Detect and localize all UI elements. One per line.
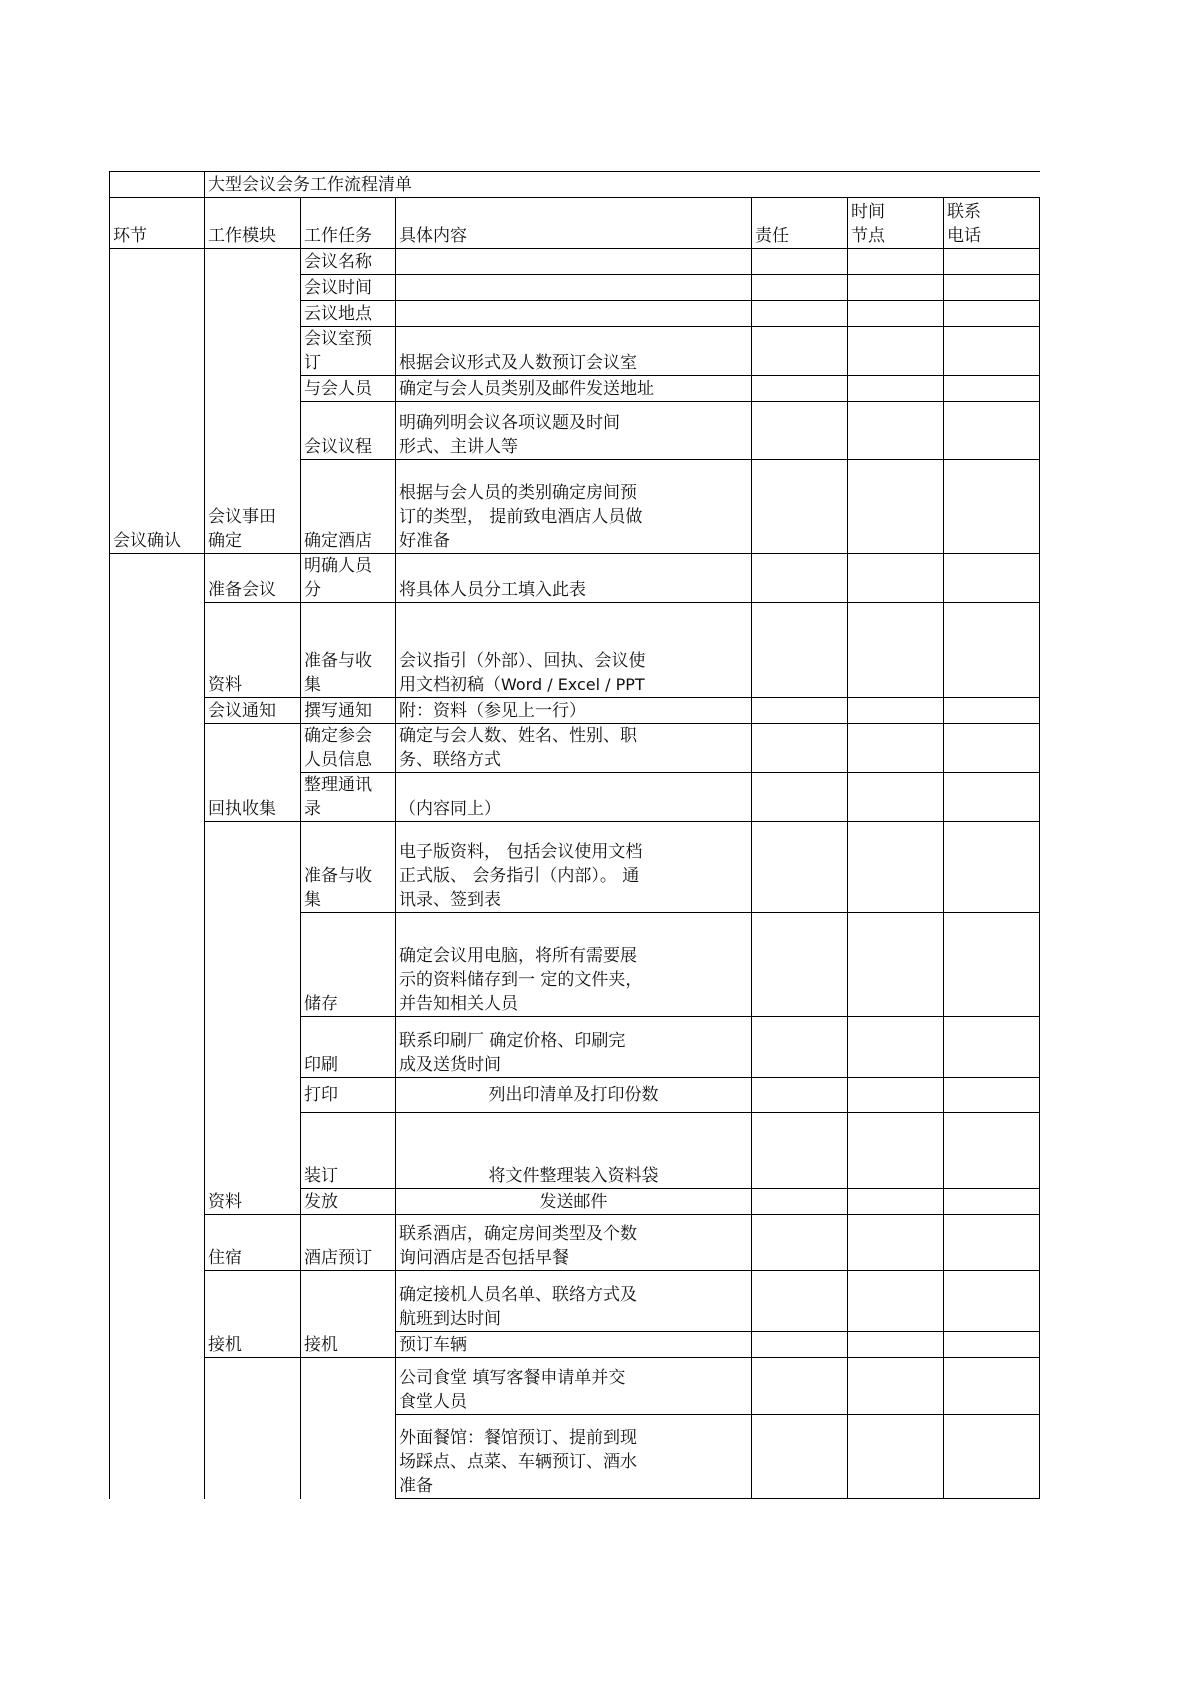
- module-cell: 接机: [205, 1271, 301, 1358]
- table-row: [110, 249, 1040, 275]
- task-cell: 会议议程: [301, 402, 396, 460]
- header-task: 工作任务: [301, 198, 396, 249]
- content-file-types: Word / Excel / PPT: [501, 675, 645, 694]
- time-cell: [848, 1113, 944, 1189]
- owner-cell: [752, 249, 848, 275]
- header-phone: 联系 电话: [944, 198, 1040, 249]
- table-row: [110, 554, 1040, 603]
- time-cell: [848, 402, 944, 460]
- task-cell: 确定酒店: [301, 460, 396, 554]
- time-cell: [848, 724, 944, 773]
- phone-cell: [944, 301, 1040, 327]
- blank-cell: [110, 172, 205, 198]
- table-row: [110, 822, 1040, 913]
- phone-cell: [944, 554, 1040, 603]
- task-cell: 明确人员 分: [301, 554, 396, 603]
- phone-cell: [944, 1271, 1040, 1332]
- task-cell: 装订: [301, 1113, 396, 1189]
- module-cell: 住宿: [205, 1215, 301, 1271]
- task-cell: 确定参会 人员信息: [301, 724, 396, 773]
- phone-cell: [944, 913, 1040, 1017]
- task-cell: 整理通讯 录: [301, 773, 396, 822]
- phone-cell: [944, 773, 1040, 822]
- content-cell: [396, 249, 752, 275]
- phone-cell: [944, 1189, 1040, 1215]
- stage-cell-empty: [110, 554, 205, 1499]
- owner-cell: [752, 913, 848, 1017]
- content-cell: 根据会议形式及人数预订会议室: [396, 327, 752, 376]
- content-cell: 将具体人员分工填入此表: [396, 554, 752, 603]
- module-cell-empty: [205, 1358, 301, 1499]
- task-cell: 储存: [301, 913, 396, 1017]
- phone-cell: [944, 698, 1040, 724]
- task-cell: 发放: [301, 1189, 396, 1215]
- task-cell: 打印: [301, 1078, 396, 1113]
- time-cell: [848, 1415, 944, 1499]
- time-cell: [848, 773, 944, 822]
- owner-cell: [752, 327, 848, 376]
- header-module: 工作模块: [205, 198, 301, 249]
- content-cell: 预订车辆: [396, 1332, 752, 1358]
- phone-cell: [944, 724, 1040, 773]
- task-cell: 会议室预 订: [301, 327, 396, 376]
- module-cell: 会议事田 确定: [205, 249, 301, 554]
- owner-cell: [752, 1189, 848, 1215]
- owner-cell: [752, 1113, 848, 1189]
- module-cell: 资料: [205, 603, 301, 698]
- header-row: [110, 198, 1040, 249]
- time-cell: [848, 1358, 944, 1415]
- table-row: [110, 1215, 1040, 1271]
- phone-cell: [944, 1332, 1040, 1358]
- content-cell: 明确列明会议各项议题及时间 形式、主讲人等: [396, 402, 752, 460]
- task-cell: 会议名称: [301, 249, 396, 275]
- time-cell: [848, 376, 944, 402]
- phone-cell: [944, 603, 1040, 698]
- owner-cell: [752, 554, 848, 603]
- time-cell: [848, 1215, 944, 1271]
- content-cell: 联系印刷厂 确定价格、印刷完 成及送货时间: [396, 1017, 752, 1078]
- content-cell: 确定会议用电脑，将所有需要展 示的资料储存到一 定的文件夹， 并告知相关人员: [396, 913, 752, 1017]
- content-cell: 根据与会人员的类别确定房间预 订的类型， 提前致电酒店人员做 好准备: [396, 460, 752, 554]
- workflow-table: [109, 171, 1040, 1499]
- owner-cell: [752, 460, 848, 554]
- phone-cell: [944, 327, 1040, 376]
- stage-cell: 会议确认: [110, 249, 205, 554]
- content-cell: 列出印清单及打印份数: [396, 1078, 752, 1113]
- time-cell: [848, 249, 944, 275]
- content-cell: [396, 301, 752, 327]
- owner-cell: [752, 1215, 848, 1271]
- time-cell: [848, 913, 944, 1017]
- content-cell: 联系酒店，确定房间类型及个数 询问酒店是否包括早餐: [396, 1215, 752, 1271]
- phone-cell: [944, 1415, 1040, 1499]
- header-stage: 环节: [110, 198, 205, 249]
- content-cell: 电子版资料， 包括会议使用文档 正式版、 会务指引（内部）。 通 讯录、签到表: [396, 822, 752, 913]
- task-cell: 会议时间: [301, 275, 396, 301]
- content-cell: 发送邮件: [396, 1189, 752, 1215]
- time-cell: [848, 327, 944, 376]
- owner-cell: [752, 1415, 848, 1499]
- owner-cell: [752, 1017, 848, 1078]
- content-cell: [396, 603, 752, 698]
- phone-cell: [944, 1113, 1040, 1189]
- header-content: 具体内容: [396, 198, 752, 249]
- owner-cell: [752, 1332, 848, 1358]
- phone-cell: [944, 822, 1040, 913]
- time-cell: [848, 301, 944, 327]
- table-title: 大型会议会务工作流程清单: [205, 172, 1040, 198]
- phone-cell: [944, 1017, 1040, 1078]
- module-cell: 资料: [205, 822, 301, 1215]
- owner-cell: [752, 698, 848, 724]
- table-row: [110, 1271, 1040, 1332]
- module-cell: 回执收集: [205, 724, 301, 822]
- module-cell: 准备会议: [205, 554, 301, 603]
- task-cell: 撰写通知: [301, 698, 396, 724]
- table-row: [110, 1358, 1040, 1415]
- phone-cell: [944, 275, 1040, 301]
- phone-cell: [944, 402, 1040, 460]
- content-text: 会议指引（外部）、回执、会议使 用文档初稿（: [399, 651, 646, 695]
- owner-cell: [752, 724, 848, 773]
- task-cell: 云议地点: [301, 301, 396, 327]
- phone-cell: [944, 1215, 1040, 1271]
- time-cell: [848, 460, 944, 554]
- owner-cell: [752, 1358, 848, 1415]
- owner-cell: [752, 773, 848, 822]
- content-cell: [396, 275, 752, 301]
- task-cell: 印刷: [301, 1017, 396, 1078]
- table-row: [110, 724, 1040, 773]
- content-cell: 附：资料（参见上一行）: [396, 698, 752, 724]
- phone-cell: [944, 1078, 1040, 1113]
- content-cell: （内容同上）: [396, 773, 752, 822]
- table-row: [110, 603, 1040, 698]
- header-time: 时间 节点: [848, 198, 944, 249]
- phone-cell: [944, 249, 1040, 275]
- time-cell: [848, 1271, 944, 1332]
- content-cell: 确定接机人员名单、联络方式及 航班到达时间: [396, 1271, 752, 1332]
- content-cell: 确定与会人数、姓名、性别、职 务、联络方式: [396, 724, 752, 773]
- phone-cell: [944, 460, 1040, 554]
- task-cell: 与会人员: [301, 376, 396, 402]
- time-cell: [848, 1332, 944, 1358]
- task-cell: 准备与收 集: [301, 822, 396, 913]
- module-cell: 会议通知: [205, 698, 301, 724]
- content-cell: 公司食堂 填写客餐申请单并交 食堂人员: [396, 1358, 752, 1415]
- header-owner: 责任: [752, 198, 848, 249]
- content-cell: 外面餐馆：餐馆预订、提前到现 场踩点、点菜、车辆预订、酒水 准备: [396, 1415, 752, 1499]
- owner-cell: [752, 301, 848, 327]
- owner-cell: [752, 275, 848, 301]
- owner-cell: [752, 376, 848, 402]
- task-cell: 准备与收 集: [301, 603, 396, 698]
- time-cell: [848, 1017, 944, 1078]
- task-cell-empty: [301, 1358, 396, 1499]
- time-cell: [848, 698, 944, 724]
- task-cell: 酒店预订: [301, 1215, 396, 1271]
- phone-cell: [944, 1358, 1040, 1415]
- owner-cell: [752, 603, 848, 698]
- time-cell: [848, 554, 944, 603]
- owner-cell: [752, 402, 848, 460]
- task-cell: 接机: [301, 1271, 396, 1358]
- time-cell: [848, 1078, 944, 1113]
- owner-cell: [752, 1271, 848, 1332]
- phone-cell: [944, 376, 1040, 402]
- time-cell: [848, 1189, 944, 1215]
- title-row: [110, 172, 1040, 198]
- time-cell: [848, 275, 944, 301]
- table-row: [110, 698, 1040, 724]
- content-cell: 确定与会人员类别及邮件发送地址: [396, 376, 752, 402]
- owner-cell: [752, 822, 848, 913]
- time-cell: [848, 822, 944, 913]
- content-cell: 将文件整理装入资料袋: [396, 1113, 752, 1189]
- time-cell: [848, 603, 944, 698]
- owner-cell: [752, 1078, 848, 1113]
